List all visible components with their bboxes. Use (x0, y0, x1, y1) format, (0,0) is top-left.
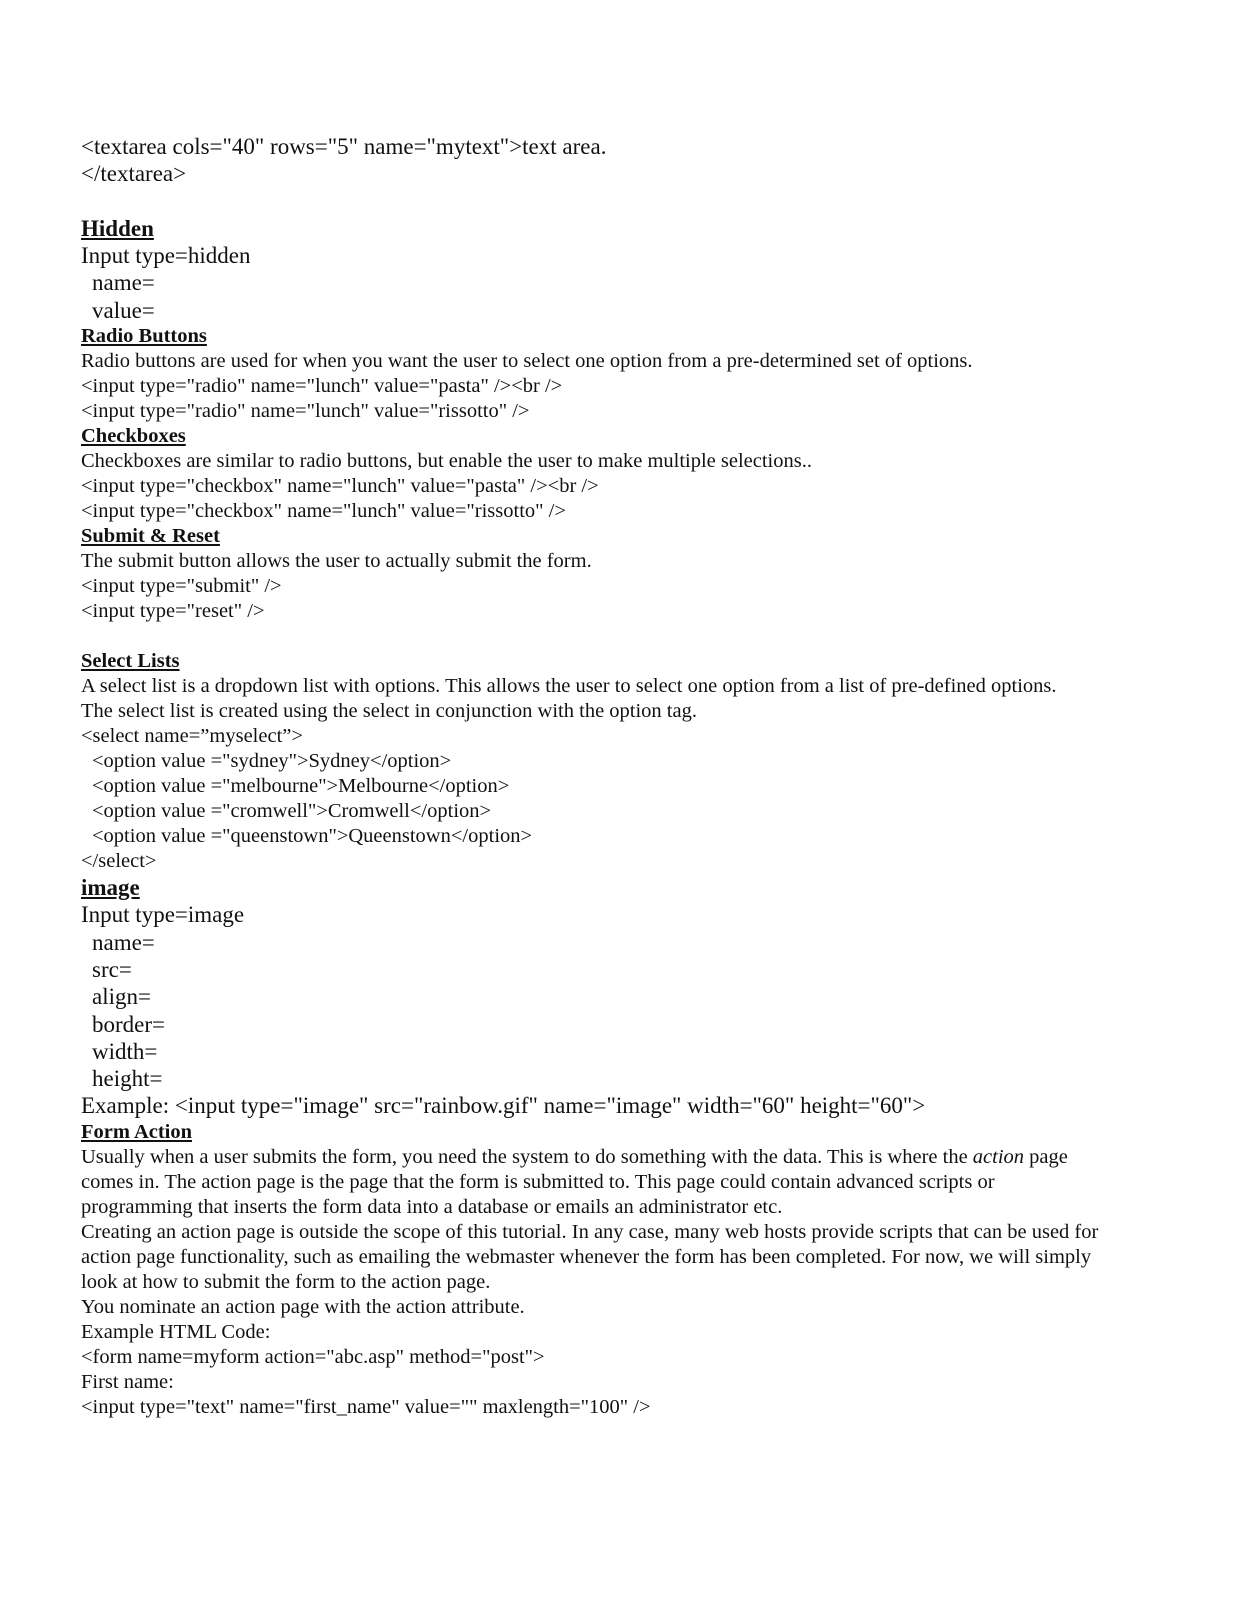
radio-code-line: <input type="radio" name="lunch" value="rissotto" /> (81, 400, 530, 423)
hidden-heading: Hidden (81, 215, 154, 241)
spacer (81, 188, 1181, 215)
form-action-paragraph-line: look at how to submit the form to the action page. (81, 1270, 491, 1293)
spacer (81, 624, 1181, 649)
submit-code-line: <input type="reset" /> (81, 600, 265, 623)
form-action-paragraph-line: programming that inserts the form data into a database or emails an administrator etc. (81, 1195, 783, 1218)
checkbox-code-line: <input type="checkbox" name="lunch" value="pasta" /><br /> (81, 475, 599, 498)
select-code-option: <option value ="queenstown">Queenstown</option> (92, 825, 533, 848)
radio-code-line: <input type="radio" name="lunch" value="pasta" /><br /> (81, 375, 563, 398)
image-attr-line: height= (92, 1066, 163, 1092)
textarea-code-line-2: </textarea> (81, 161, 187, 187)
image-heading: image (81, 875, 140, 901)
text-span: Usually when a user submits the form, you need the system to do something with the data. This is where the (81, 1145, 973, 1168)
select-description: The select list is created using the select in conjunction with the option tag. (81, 700, 697, 723)
form-action-code-line: <form name=myform action="abc.asp" method="post"> (81, 1345, 545, 1368)
checkbox-description: Checkboxes are similar to radio buttons, but enable the user to make multiple selections.. (81, 450, 812, 473)
image-attr-line: border= (92, 1011, 165, 1037)
image-attr-line: name= (92, 929, 155, 955)
image-attr-line: width= (92, 1038, 158, 1064)
submit-heading: Submit & Reset (81, 525, 220, 548)
select-heading: Select Lists (81, 650, 180, 673)
checkbox-code-line: <input type="checkbox" name="lunch" value="rissotto" /> (81, 500, 566, 523)
select-code-open: <select name=”myselect”> (81, 725, 303, 748)
document-page (81, 133, 1181, 1420)
form-action-paragraph-line (81, 1145, 1181, 1170)
select-description: A select list is a dropdown list with options. This allows the user to select one option from a list of pre-defined options. (81, 675, 1057, 698)
select-code-close: </select> (81, 850, 157, 873)
image-type-line: Input type=image (81, 902, 245, 928)
form-action-paragraph-line: Creating an action page is outside the scope of this tutorial. In any case, many web hosts provide scripts that can be used for (81, 1220, 1099, 1243)
select-code-option: <option value ="cromwell">Cromwell</option> (92, 800, 492, 823)
submit-description: The submit button allows the user to actually submit the form. (81, 550, 592, 573)
submit-code-line: <input type="submit" /> (81, 575, 282, 598)
hidden-line: name= (92, 270, 155, 296)
form-action-code-line: First name: (81, 1370, 174, 1393)
emphasis-action: action (972, 1145, 1025, 1168)
form-action-code-line: <input type="text" name="first_name" value="" maxlength="100" /> (81, 1395, 651, 1418)
image-attr-line: align= (92, 984, 151, 1010)
form-action-paragraph-line: You nominate an action page with the action attribute. (81, 1295, 525, 1318)
select-code-option: <option value ="melbourne">Melbourne</option> (92, 775, 510, 798)
hidden-line: Input type=hidden (81, 243, 251, 269)
image-attr-line: src= (92, 956, 132, 982)
text-span: page (1024, 1145, 1068, 1168)
radio-description: Radio buttons are used for when you want the user to select one option from a pre-determined set of options. (81, 350, 973, 373)
form-action-example-label: Example HTML Code: (81, 1320, 271, 1343)
form-action-heading: Form Action (81, 1120, 193, 1143)
hidden-line: value= (92, 297, 155, 323)
form-action-paragraph-line: comes in. The action page is the page that the form is submitted to. This page could contain advanced scripts or (81, 1170, 995, 1193)
radio-heading: Radio Buttons (81, 325, 207, 348)
select-code-option: <option value ="sydney">Sydney</option> (92, 750, 452, 773)
image-example: Example: <input type="image" src="rainbow.gif" name="image" width="60" height="60"> (81, 1093, 926, 1119)
checkbox-heading: Checkboxes (81, 425, 186, 448)
textarea-code-line-1: <textarea cols="40" rows="5" name="mytext">text area. (81, 134, 607, 159)
form-action-paragraph-line: action page functionality, such as emailing the webmaster whenever the form has been completed. For now, we will simply (81, 1245, 1092, 1268)
